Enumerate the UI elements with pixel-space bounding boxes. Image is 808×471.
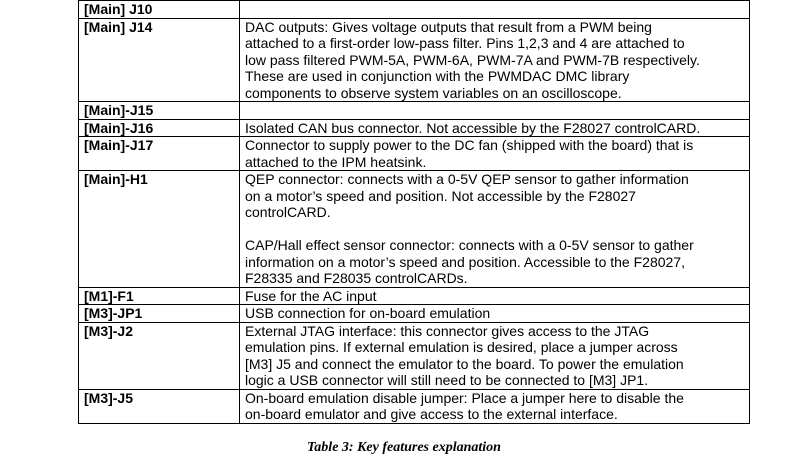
description-line: DAC outputs: Gives voltage outputs that result from a PWM being	[245, 18, 652, 35]
table-row	[79, 389, 750, 423]
description-line: emulation pins. If external emulation is desired, place a jumper across	[245, 339, 678, 355]
description-cell	[240, 119, 750, 137]
description-cell	[240, 137, 750, 171]
description-line: logic a USB connector will still need to be connected to [M3] JP1.	[245, 372, 649, 388]
description-cell	[240, 1, 750, 19]
description-cell	[240, 287, 750, 305]
description-line: components to observe system variables on an oscilloscope.	[245, 84, 622, 101]
connector-name-cell: [M1]-F1	[79, 287, 240, 305]
connector-name-cell: [M3]-J5	[79, 389, 240, 423]
description-line: [M3] J5 and connect the emulator to the board. To power the emulation	[245, 355, 684, 372]
description-line: F28335 and F28035 controlCARDs.	[245, 270, 468, 286]
description-line: On-board emulation disable jumper: Place a jumper here to disable the	[245, 389, 684, 406]
description-cell	[240, 389, 750, 423]
description-line: information on a motor’s speed and position. Accessible to the F28027,	[245, 253, 685, 270]
connector-name-cell: [Main] J14	[79, 18, 240, 102]
table-row	[79, 1, 750, 19]
table-row	[79, 305, 750, 323]
table-caption: Table 3: Key features explanation	[307, 440, 501, 455]
description-line: Isolated CAN bus connector. Not accessible by the F28027 controlCARD.	[245, 119, 701, 136]
description-line: CAP/Hall effect sensor connector: connects with a 0-5V sensor to gather	[245, 237, 694, 253]
description-line: External JTAG interface: this connector gives access to the JTAG	[245, 322, 650, 339]
connector-name-cell: [M3]-J2	[79, 322, 240, 389]
table-row	[79, 102, 750, 120]
description-line: attached to the IPM heatsink.	[245, 153, 427, 170]
description-cell	[240, 102, 750, 120]
connector-name-cell: [Main]-J15	[79, 102, 240, 120]
description-line: These are used in conjunction with the PWMDAC DMC library	[245, 68, 630, 84]
document-page	[78, 0, 750, 424]
connector-name-cell: [Main]-H1	[79, 171, 240, 288]
description-line: Fuse for the AC input	[245, 287, 377, 304]
description-cell	[240, 18, 750, 102]
description-line: controlCARD.	[245, 204, 331, 220]
description-line: attached to a first-order low-pass filter. Pins 1,2,3 and 4 are attached to	[245, 35, 685, 51]
description-line: on a motor’s speed and position. Not accessible by the F28027	[245, 187, 636, 204]
description-line: low pass filtered PWM-5A, PWM-6A, PWM-7A and PWM-7B respectively.	[245, 51, 700, 68]
description-line: USB connection for on-board emulation	[245, 305, 491, 321]
description-cell	[240, 322, 750, 389]
paragraph-gap	[245, 221, 749, 238]
description-line: Connector to supply power to the DC fan (shipped with the board) that is	[245, 137, 694, 153]
connector-name-cell: [Main]-J17	[79, 137, 240, 171]
description-cell	[240, 171, 750, 288]
table-row	[79, 287, 750, 305]
key-features-table	[78, 0, 750, 424]
description-cell	[240, 305, 750, 323]
table-row	[79, 18, 750, 102]
connector-name-cell: [Main]-J16	[79, 119, 240, 137]
table-row	[79, 322, 750, 389]
description-line: on-board emulator and give access to the external interface.	[245, 406, 618, 422]
description-line: QEP connector: connects with a 0-5V QEP sensor to gather information	[245, 171, 689, 187]
table-row	[79, 119, 750, 137]
connector-name-cell: [Main] J10	[79, 1, 240, 19]
table-row	[79, 137, 750, 171]
connector-name-cell: [M3]-JP1	[79, 305, 240, 323]
table-row	[79, 171, 750, 288]
table-body	[79, 1, 750, 424]
